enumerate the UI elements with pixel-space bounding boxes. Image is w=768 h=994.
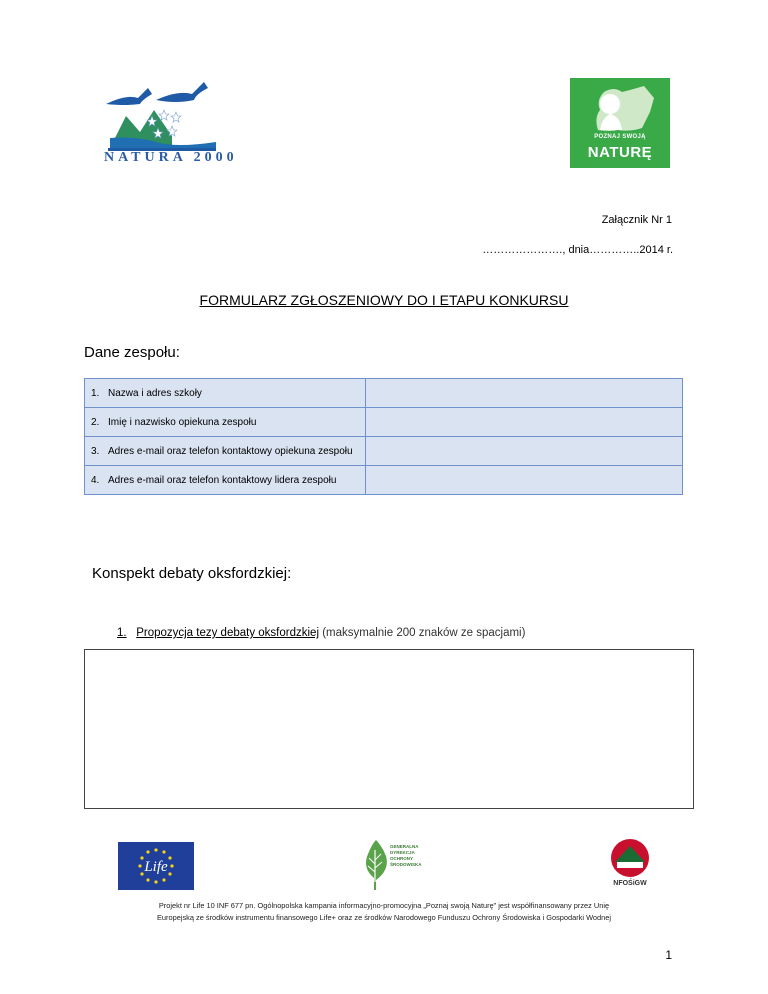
- gdos-logo: [358, 838, 428, 892]
- point-label: Propozycja tezy debaty oksfordzkiej: [136, 627, 319, 639]
- pn-logo-big-text: NATURĘ: [587, 144, 653, 161]
- gdos-text: GENERALNA DYREKCJA OCHRONY ŚRODOWISKA: [390, 844, 422, 867]
- table-row: [85, 379, 683, 408]
- thesis-answer-box[interactable]: [84, 649, 694, 809]
- row-number: 1.: [91, 387, 100, 399]
- nfosigw-logo: [607, 838, 653, 890]
- footer-line-1: Projekt nr Life 10 INF 677 pn. Ogólnopolska kampania informacyjno-promocyjna „Poznaj swoją Naturę” jest współfinansowany przez Unię: [158, 901, 610, 910]
- place-date-line: …………………., dnia…………..2014 r.: [482, 244, 673, 256]
- team-section-heading: Dane zespołu:: [84, 344, 180, 361]
- debate-section-heading: Konspekt debaty oksfordzkiej:: [92, 565, 292, 582]
- page-number: 1: [665, 948, 672, 962]
- row-number: 3.: [91, 445, 100, 457]
- poznaj-swoja-nature-logo: [570, 78, 670, 168]
- footer-note: [60, 900, 708, 924]
- debate-point-1: [117, 627, 525, 639]
- natura-2000-wordmark: NATURA 2000: [104, 150, 238, 165]
- table-row: [85, 408, 683, 437]
- row-label-text: Adres e-mail oraz telefon kontaktowy opiekuna zespołu: [108, 445, 353, 457]
- team-data-table: [84, 378, 683, 495]
- row-label-text: Nazwa i adres szkoły: [108, 387, 202, 399]
- row-number: 4.: [91, 474, 100, 486]
- annex-number: Załącznik Nr 1: [601, 214, 672, 226]
- child-silhouette-icon: [570, 78, 670, 136]
- row-label: [85, 466, 366, 495]
- page-title: FORMULARZ ZGŁOSZENIOWY DO I ETAPU KONKURSU: [199, 292, 569, 308]
- row-label-text: Adres e-mail oraz telefon kontaktowy lidera zespołu: [108, 474, 337, 486]
- row-label: [85, 408, 366, 437]
- point-number: 1.: [117, 627, 127, 639]
- leader-contact-field[interactable]: [365, 466, 682, 495]
- school-name-address-field[interactable]: [365, 379, 682, 408]
- row-label-text: Imię i nazwisko opiekuna zespołu: [108, 416, 257, 428]
- nfosigw-text: NFOŚiGW: [613, 880, 647, 887]
- eu-life-logo: [118, 842, 194, 890]
- table-row: [85, 437, 683, 466]
- point-note: (maksymalnie 200 znaków ze spacjami): [322, 627, 526, 639]
- row-label: [85, 437, 366, 466]
- pn-logo-small-text: POZNAJ SWOJĄ: [594, 134, 646, 140]
- row-label: [85, 379, 366, 408]
- row-number: 2.: [91, 416, 100, 428]
- nfos-emblem-icon: [607, 838, 653, 880]
- table-row: [85, 466, 683, 495]
- supervisor-contact-field[interactable]: [365, 437, 682, 466]
- eu-stars-icon: [118, 842, 194, 890]
- life-text: Life: [144, 859, 168, 875]
- supervisor-name-field[interactable]: [365, 408, 682, 437]
- footer-line-2: Europejską ze środków instrumentu finansowego Life+ oraz ze środków Narodowego Funduszu Ochrony Środowiska i Gospodarki Wodnej: [156, 913, 611, 922]
